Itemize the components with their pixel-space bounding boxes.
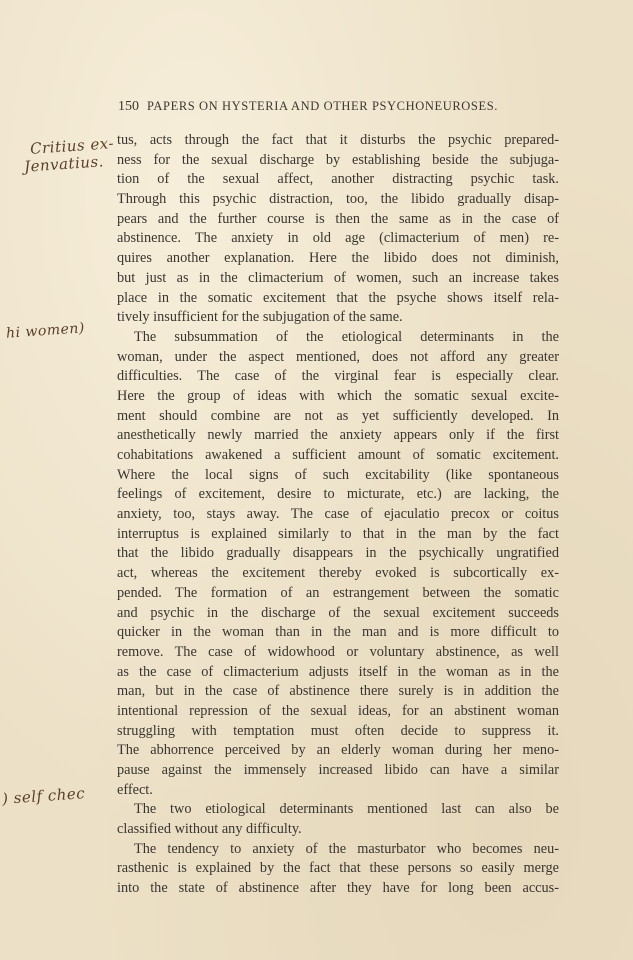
text-line: effect. — [117, 781, 153, 798]
text-line: ment should combine are not as yet sufficiently developed. In — [117, 407, 559, 424]
text-line: place in the somatic excitement that the psyche shows itself rela- — [117, 289, 559, 306]
text-line: tus, acts through the fact that it disturbs the psychic prepared- — [117, 132, 559, 148]
text-line: and psychic in the discharge of the sexual excitement succeeds — [117, 604, 559, 621]
text-line: intentional repression of the sexual ideas, for an abstinent woman — [117, 702, 559, 719]
text-line: pause against the immensely increased libido can have a similar — [117, 762, 559, 778]
body-text — [117, 131, 559, 899]
text-line: abstinence. The anxiety in old age (climacterium of men) re- — [117, 230, 559, 247]
text-line: but just as in the climacterium of women, such an increase takes — [117, 269, 559, 286]
text-line: pears and the further course is then the same as in the case of — [117, 210, 559, 227]
text-line: The abhorrence perceived by an elderly woman during her meno- — [117, 742, 559, 759]
handwritten-margin-note: Critius ex- — [29, 134, 115, 158]
text-line: anesthetically newly married the anxiety appears only if the first — [117, 427, 559, 444]
handwritten-margin-note: ) self chec — [1, 784, 86, 808]
text-line: cohabitations awakened a sufficient amount of somatic excitement. — [117, 447, 559, 463]
text-line: difficulties. The case of the virginal fear is especially clear. — [117, 368, 559, 385]
text-line: interruptus is explained similarly to that in the man by the fact — [117, 525, 559, 542]
text-line: that the libido gradually disappears in the psychically ungratified — [117, 545, 559, 562]
running-title: PAPERS ON HYSTERIA AND OTHER PSYCHONEUROSES. — [147, 99, 498, 113]
text-line: tively insufficient for the subjugation of the same. — [117, 309, 403, 326]
text-line: rasthenic is explained by the fact that these persons so easily merge — [117, 860, 559, 877]
text-line: woman, under the aspect mentioned, does not afford any greater — [117, 348, 559, 365]
text-line: as the case of climacterium adjusts itself in the woman as in the — [117, 663, 559, 680]
text-line: Here the group of ideas with which the somatic sexual excite- — [117, 387, 559, 404]
running-header — [118, 99, 558, 115]
paragraph-first-line: The two etiological determinants mentioned last can also be — [134, 801, 559, 818]
handwritten-margin-note: hi women) — [5, 320, 86, 342]
text-line: Where the local signs of such excitability (like spontaneous — [117, 466, 559, 483]
text-line: into the state of abstinence after they have for long been accus- — [117, 880, 559, 897]
text-line: man, but in the case of abstinence there surely is in addition the — [117, 683, 559, 700]
text-line: ness for the sexual discharge by establishing beside the subjuga- — [117, 151, 559, 168]
text-line: anxiety, too, stays away. The case of ejaculatio precox or coitus — [117, 506, 559, 523]
paragraph-first-line: The tendency to anxiety of the masturbator who becomes neu- — [134, 840, 559, 857]
handwritten-margin-note: Jenvatius. — [23, 152, 105, 176]
text-line: pended. The formation of an estrangement between the somatic — [117, 584, 559, 601]
text-line: quicker in the woman than in the man and is more difficult to — [117, 624, 559, 641]
text-line: tion of the sexual affect, another distracting psychic task. — [117, 171, 559, 188]
paragraph-first-line: The subsummation of the etiological determinants in the — [134, 328, 559, 345]
text-line: classified without any difficulty. — [117, 821, 302, 838]
text-line: act, whereas the excitement thereby evoked is subcortically ex- — [117, 565, 559, 582]
text-line: quires another explanation. Here the libido does not diminish, — [117, 250, 559, 267]
text-line: feelings of excitement, desire to micturate, etc.) are lacking, the — [117, 486, 559, 503]
text-line: Through this psychic distraction, too, the libido gradually disap- — [117, 191, 559, 208]
text-line: remove. The case of widowhood or voluntary abstinence, as well — [117, 643, 559, 660]
text-line: struggling with temptation must often decide to suppress it. — [117, 722, 559, 739]
page-number: 150 — [118, 99, 139, 114]
